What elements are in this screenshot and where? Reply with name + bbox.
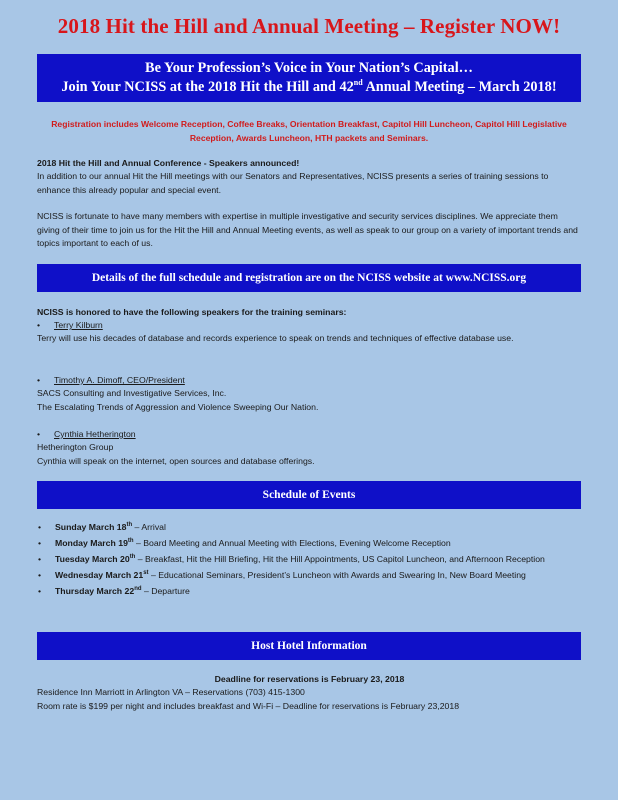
speaker-name: Cynthia Hetherington — [54, 429, 136, 439]
speaker-item-3 — [37, 428, 136, 442]
speakers-announced-paragraph-1: In addition to our annual Hit the Hill meetings with our Senators and Representatives, NCISS presents a series of training sessions to enhance this already popular and special event. — [37, 171, 549, 195]
speaker-description: Terry will use his decades of database and records experience to speak on trends and techniques of effective database use. — [37, 333, 514, 343]
speakers-announced-paragraph-2: NCISS is fortunate to have many members with expertise in multiple investigative and security services disciplines. We appreciate them giving of their time to join us for the Hit the Hill and Annual Meeting events, as well as speak to our group on a variety of important trends and topics important to each of us. — [37, 211, 578, 248]
bullet-icon: • — [37, 375, 41, 385]
schedule-list — [37, 521, 582, 601]
details-banner: Details of the full schedule and registration are on the NCISS website at www.NCISS.org — [37, 264, 581, 292]
speaker-company: SACS Consulting and Investigative Services, Inc. — [37, 388, 227, 398]
page-title: 2018 Hit the Hill and Annual Meeting – Register NOW! — [57, 14, 561, 38]
schedule-item: • Wednesday March 21st – Educational Seminars, President’s Luncheon with Awards and Swearing In, New Board Meeting — [38, 570, 526, 581]
schedule-banner: Schedule of Events — [37, 481, 581, 509]
speaker-item-1 — [37, 319, 103, 333]
speaker-description: Cynthia will speak on the internet, open sources and database offerings. — [37, 456, 315, 466]
hotel-reservations-line: Residence Inn Marriott in Arlington VA – Reservations (703) 415-1300 — [37, 687, 305, 697]
banner-line-1: Be Your Profession’s Voice in Your Nation’s Capital… — [145, 60, 473, 76]
schedule-item: • Monday March 19th – Board Meeting and Annual Meeting with Elections, Evening Welcome Reception — [38, 538, 451, 549]
header-banner — [37, 54, 581, 102]
speakers-heading: NCISS is honored to have the following speakers for the training seminars: — [37, 307, 347, 317]
bullet-icon: • — [37, 320, 41, 330]
speaker-name: Timothy A. Dimoff, CEO/President — [54, 375, 185, 385]
speaker-item-2 — [37, 374, 185, 388]
schedule-item: • Sunday March 18th – Arrival — [38, 522, 166, 532]
schedule-item: • Tuesday March 20th – Breakfast, Hit the Hill Briefing, Hit the Hill Appointments, US Capitol Luncheon, and Afternoon Reception — [38, 554, 545, 565]
hotel-rate-line: Room rate is $199 per night and includes breakfast and Wi-Fi – Deadline for reservations is February 23,2018 — [37, 701, 460, 711]
registration-note: Registration includes Welcome Reception, Coffee Breaks, Orientation Breakfast, Capitol Hill Luncheon, Capitol Hill Legislative Reception, Awards Luncheon, HTH packets and Seminars. — [51, 119, 567, 143]
speaker-description: The Escalating Trends of Aggression and Violence Sweeping Our Nation. — [37, 402, 319, 412]
speaker-name: Terry Kilburn — [54, 320, 103, 330]
speaker-company: Hetherington Group — [37, 442, 114, 452]
banner-line-2: Join Your NCISS at the 2018 Hit the Hill and 42nd Annual Meeting – March 2018! — [61, 78, 557, 95]
hotel-deadline-heading: Deadline for reservations is February 23, 2018 — [214, 674, 405, 684]
speakers-announced-heading: 2018 Hit the Hill and Annual Conference - Speakers announced! — [37, 158, 300, 168]
bullet-icon: • — [37, 429, 41, 439]
hotel-banner: Host Hotel Information — [37, 632, 581, 660]
schedule-item: • Thursday March 22nd – Departure — [38, 586, 190, 597]
